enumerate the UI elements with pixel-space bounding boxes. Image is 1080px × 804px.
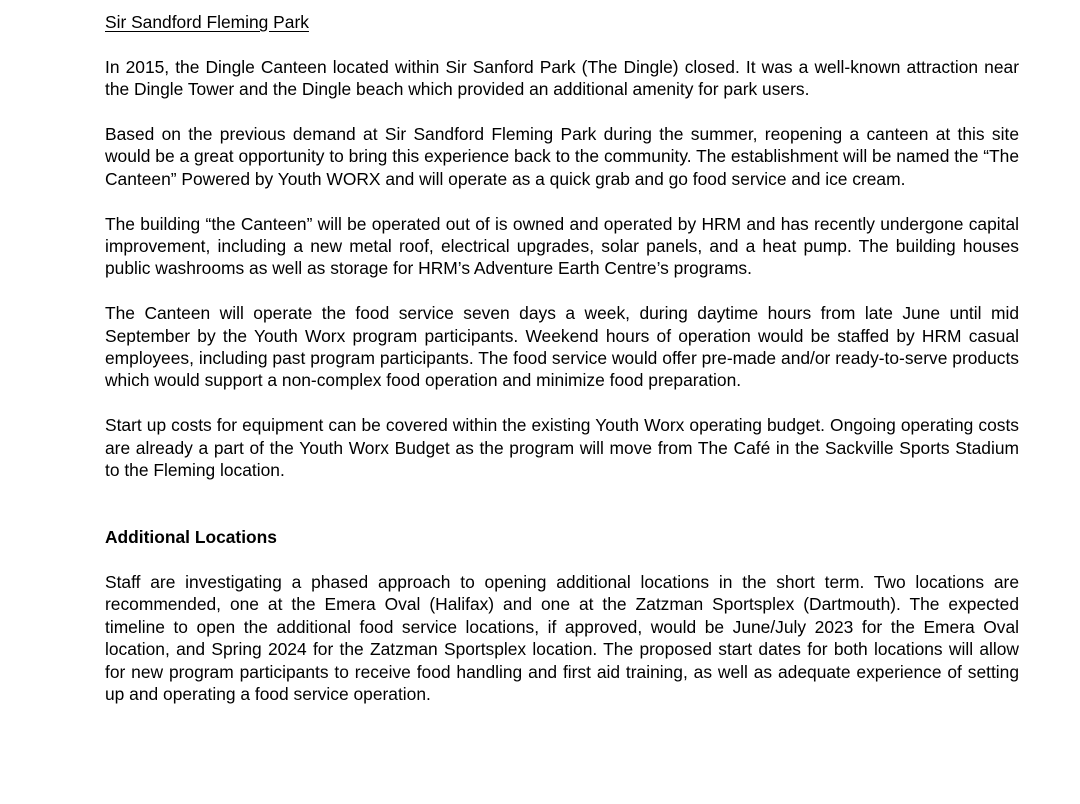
document-page (105, 11, 1019, 728)
section-heading-additional-locations: Additional Locations (105, 527, 277, 548)
paragraph-additional-locations: Staff are investigating a phased approach to opening additional locations in the short term. Two locations are recommended, one at the Emera Oval (Halifax) and one at the Zatzman Sportsplex (Dartmouth). The expected timeline to open the additional food service locations, if approved, would be June/July 2023 for the Emera Oval location, and Spring 2024 for the Zatzman Sportsplex location. The proposed start dates for both locations will allow for new program participants to receive food handling and first aid training, as well as adequate experience of setting up and operating a food service operation. (105, 572, 1019, 705)
paragraph-reopening-canteen: Based on the previous demand at Sir Sandford Fleming Park during the summer, reopening a canteen at this site would be a great opportunity to bring this experience back to the community. The establishment will be named the “The Canteen” Powered by Youth WORX and will operate as a quick grab and go food service and ice cream. (105, 124, 1019, 189)
paragraph-operating-hours: The Canteen will operate the food service seven days a week, during daytime hours from late June until mid September by the Youth Worx program participants. Weekend hours of operation would be staffed by HRM casual employees, including past program participants. The food service would offer pre-made and/or ready-to-serve products which would support a non-complex food operation and minimize food preparation. (105, 303, 1019, 391)
section-heading-sir-sandford-fleming-park: Sir Sandford Fleming Park (105, 12, 309, 32)
paragraph-building-description: The building “the Canteen” will be operated out of is owned and operated by HRM and has recently undergone capital improvement, including a new metal roof, electrical upgrades, solar panels, and a heat pump. The building houses public washrooms as well as storage for HRM’s Adventure Earth Centre’s programs. (105, 213, 1019, 279)
paragraph-startup-costs: Start up costs for equipment can be covered within the existing Youth Worx operating budget. Ongoing operating costs are already a part of the Youth Worx Budget as the program will move from The Café in the Sackville Sports Stadium to the Fleming location. (105, 415, 1019, 481)
paragraph-dingle-canteen-history: In 2015, the Dingle Canteen located within Sir Sanford Park (The Dingle) closed. It was a well-known attraction near the Dingle Tower and the Dingle beach which provided an additional amenity for park users. (105, 56, 1019, 100)
